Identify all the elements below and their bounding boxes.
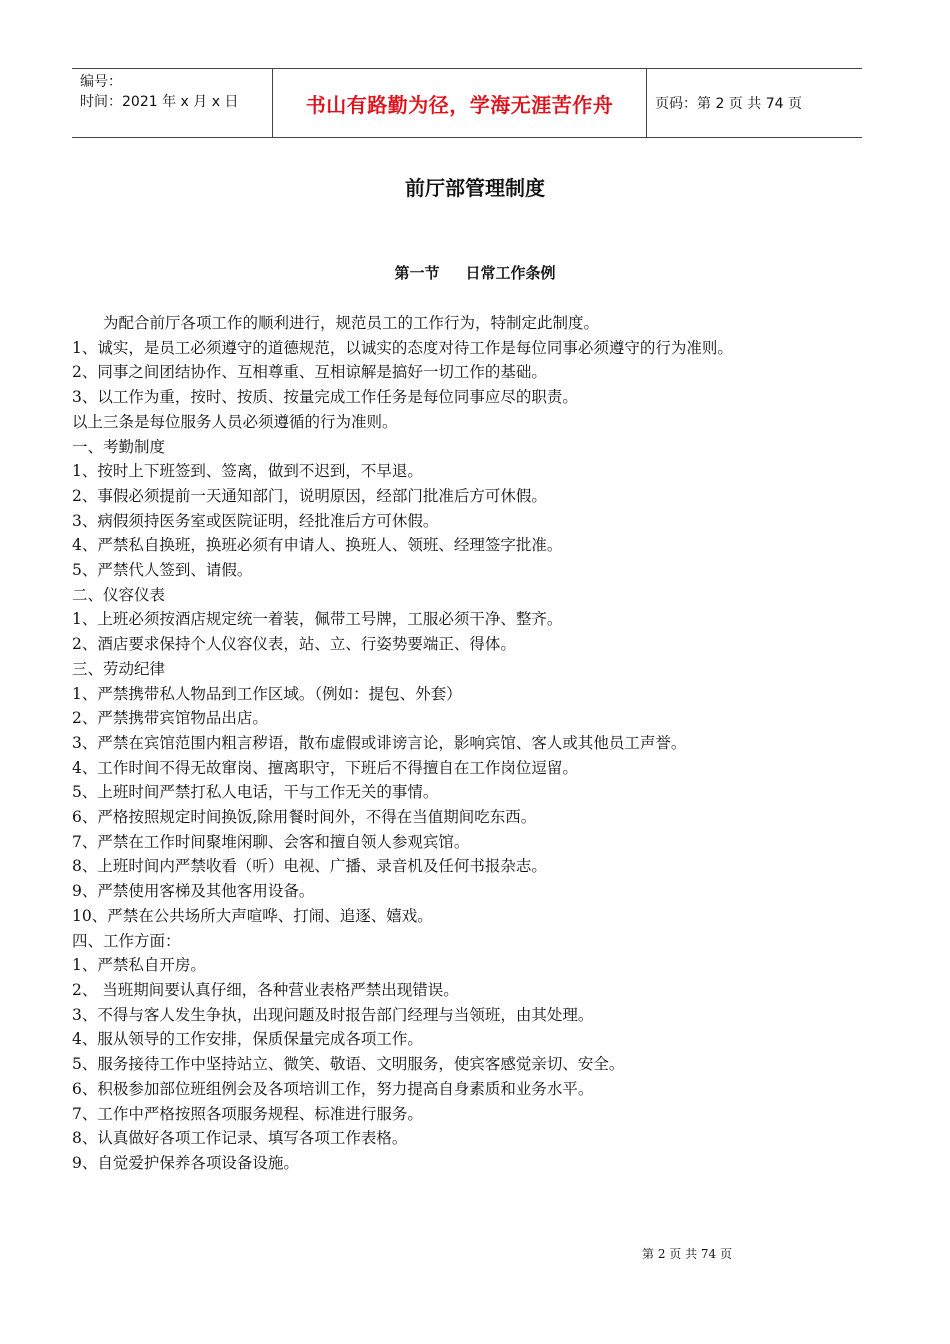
paragraph: 2、酒店要求保持个人仪容仪表，站、立、行姿势要端正、得体。 (72, 635, 516, 654)
paragraph: 四、工作方面： (72, 931, 181, 950)
document-title: 前厅部管理制度 (405, 176, 545, 200)
paragraph: 2、 当班期间要认真仔细，各种营业表格严禁出现错误。 (72, 980, 459, 999)
paragraph: 1、按时上下班签到、签离，做到不迟到，不早退。 (72, 462, 423, 481)
paragraph: 7、工作中严格按照各项服务规程、标准进行服务。 (72, 1104, 423, 1123)
paragraph: 3、严禁在宾馆范围内粗言秽语，散布虚假或诽谤言论，影响宾馆、客人或其他员工声誉。 (72, 733, 687, 752)
page-header (72, 68, 862, 138)
section-name: 日常工作条例 (465, 264, 556, 282)
section-title (0, 262, 950, 283)
footer-page-number: 第 2 页 共 74 页 (642, 1247, 732, 1261)
paragraph: 5、服务接待工作中坚持站立、微笑、敬语、文明服务，使宾客感觉亲切、安全。 (72, 1055, 625, 1074)
paragraph: 1、上班必须按酒店规定统一着装，佩带工号牌，工服必须干净、整齐。 (72, 610, 563, 629)
paragraph: 2、严禁携带宾馆物品出店。 (72, 709, 268, 728)
paragraph: 3、病假须持医务室或医院证明，经批准后方可休假。 (72, 511, 439, 530)
paragraph: 6、严格按照规定时间换饭,除用餐时间外，不得在当值期间吃东西。 (72, 808, 537, 827)
paragraph: 7、严禁在工作时间聚堆闲聊、会客和擅自领人参观宾馆。 (72, 832, 470, 851)
paragraph: 二、仪容仪表 (72, 585, 166, 604)
paragraph: 4、严禁私自换班，换班必须有申请人、换班人、领班、经理签字批准。 (72, 536, 563, 555)
document-body (72, 311, 862, 1176)
paragraph: 以上三条是每位服务人员必须遵循的行为准则。 (72, 412, 398, 431)
paragraph: 8、认真做好各项工作记录、填写各项工作表格。 (72, 1129, 408, 1148)
header-motto: 书山有路勤为径，学海无涯苦作舟 (273, 69, 647, 137)
paragraph: 1、严禁携带私人物品到工作区域。（例如：提包、外套） (72, 684, 462, 703)
paragraph: 5、严禁代人签到、请假。 (72, 561, 253, 580)
paragraph: 3、不得与客人发生争执，出现问题及时报告部门经理与当领班，由其处理。 (72, 1005, 594, 1024)
paragraph: 9、严禁使用客梯及其他客用设备。 (72, 882, 315, 901)
paragraph: 1、诚实，是员工必须遵守的道德规范，以诚实的态度对待工作是每位同事必须遵守的行为准则。 (72, 338, 733, 357)
paragraph: 1、严禁私自开房。 (72, 956, 206, 975)
paragraph: 3、以工作为重，按时、按质、按量完成工作任务是每位同事应尽的职责。 (72, 388, 578, 407)
paragraph: 4、工作时间不得无故窜岗、擅离职守，下班后不得擅自在工作岗位逗留。 (72, 758, 578, 777)
paragraph: 三、劳动纪律 (72, 659, 166, 678)
paragraph: 9、自觉爱护保养各项设备设施。 (72, 1153, 299, 1172)
paragraph: 5、上班时间严禁打私人电话，干与工作无关的事情。 (72, 783, 439, 802)
header-meta-cell (72, 69, 273, 137)
paragraph: 8、上班时间内严禁收看（听）电视、广播、录音机及任何书报杂志。 (72, 857, 547, 876)
document-time-label: 时间：2021 年 x 月 x 日 (80, 94, 239, 110)
paragraph: 4、服从领导的工作安排，保质保量完成各项工作。 (72, 1030, 423, 1049)
paragraph: 为配合前厅各项工作的顺利进行，规范员工的工作行为，特制定此制度。 (103, 314, 600, 332)
paragraph: 2、同事之间团结协作、互相尊重、互相谅解是搞好一切工作的基础。 (72, 363, 547, 382)
page-footer (0, 1245, 950, 1262)
paragraph: 2、事假必须提前一天通知部门，说明原因，经部门批准后方可休假。 (72, 486, 547, 505)
document-number-label: 编号： (80, 74, 122, 90)
paragraph: 一、考勤制度 (72, 437, 166, 456)
paragraph: 10、严禁在公共场所大声喧哗、打闹、追逐、嬉戏。 (72, 906, 433, 925)
section-number: 第一节 (394, 264, 440, 282)
header-page-label: 页码：第 2 页 共 74 页 (655, 96, 802, 112)
paragraph: 6、积极参加部位班组例会及各项培训工作，努力提高自身素质和业务水平。 (72, 1079, 594, 1098)
